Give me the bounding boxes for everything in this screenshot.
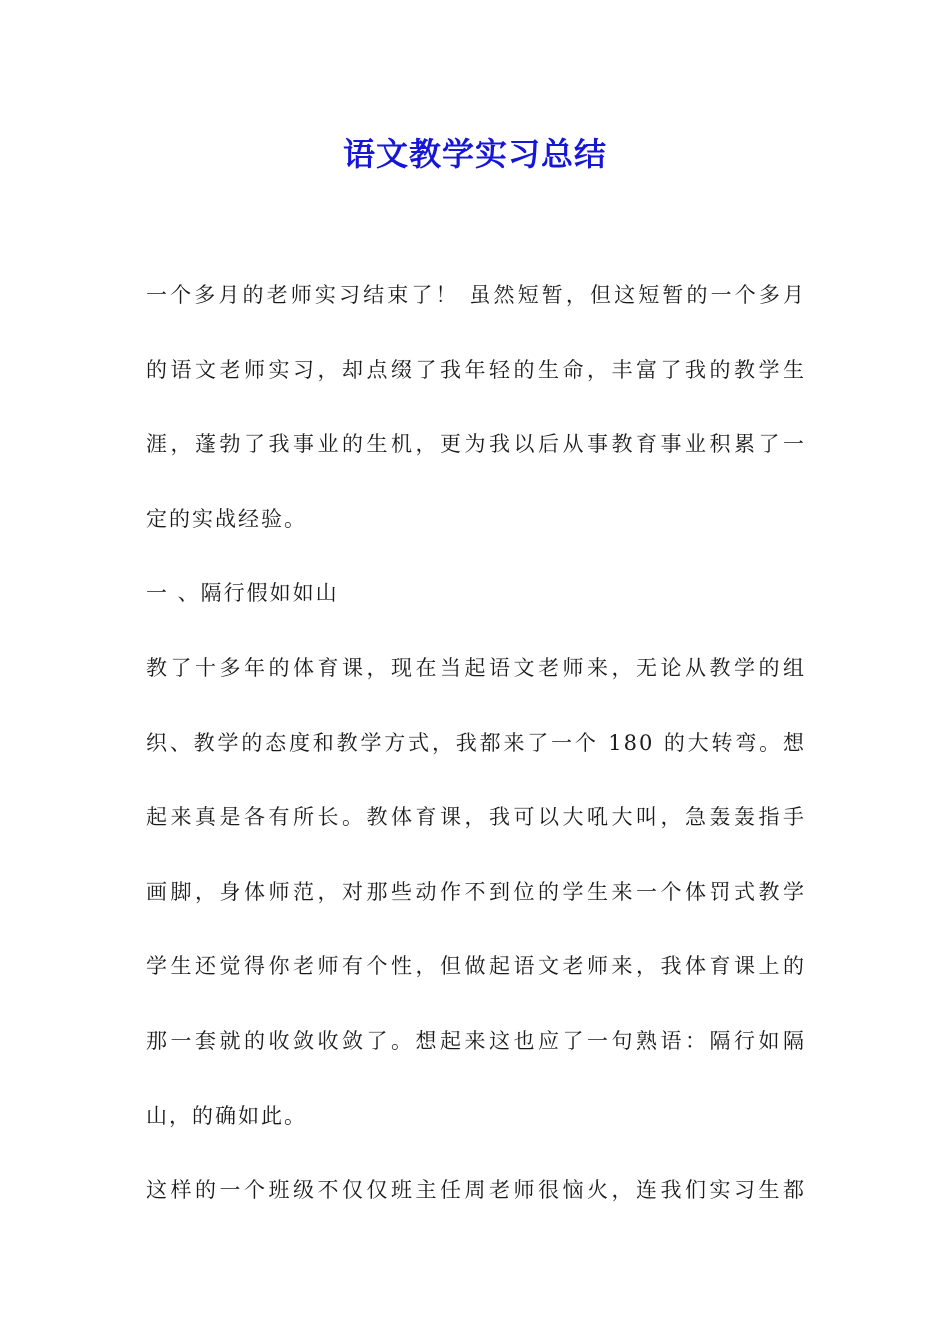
document-body [146,258,806,1228]
text-line: 那一套就的收敛收敛了。想起来这也应了一句熟语：隔行如隔 [146,1028,806,1053]
section-heading [146,556,806,631]
text-line: 画脚，身体师范，对那些动作不到位的学生来一个体罚式教学 [146,879,806,904]
text-line: 教了十多年的体育课，现在当起语文老师来，无论从教学的组 [146,655,806,680]
text-line: 这样的一个班级不仅仅班主任周老师很恼火，连我们实习生都 [146,1178,806,1203]
text-line: 的语文老师实习，却点缀了我年轻的生命，丰富了我的教学生 [146,357,806,382]
text-line: 一个多月的老师实习结束了！ 虽然短暂，但这短暂的一个多月 [146,283,806,307]
document-title: 语文教学实习总结 [342,135,607,173]
paragraph-continued [146,1153,806,1228]
text-line: 织、教学的态度和教学方式，我都来了一个 180 的大转弯。想 [146,730,806,755]
text-line: 一 、隔行假如如山 [146,581,339,606]
paragraph-intro [146,258,806,556]
paragraph-body [146,631,806,1153]
text-line: 起来真是各有所长。教体育课，我可以大吼大叫，急轰轰指手 [146,805,806,830]
text-line: 定的实战经验。 [146,506,307,531]
text-line: 学生还觉得你老师有个性，但做起语文老师来，我体育课上的 [146,954,806,979]
text-line: 涯，蓬勃了我事业的生机，更为我以后从事教育事业积累了一 [146,432,806,457]
text-line: 山，的确如此。 [146,1103,307,1128]
